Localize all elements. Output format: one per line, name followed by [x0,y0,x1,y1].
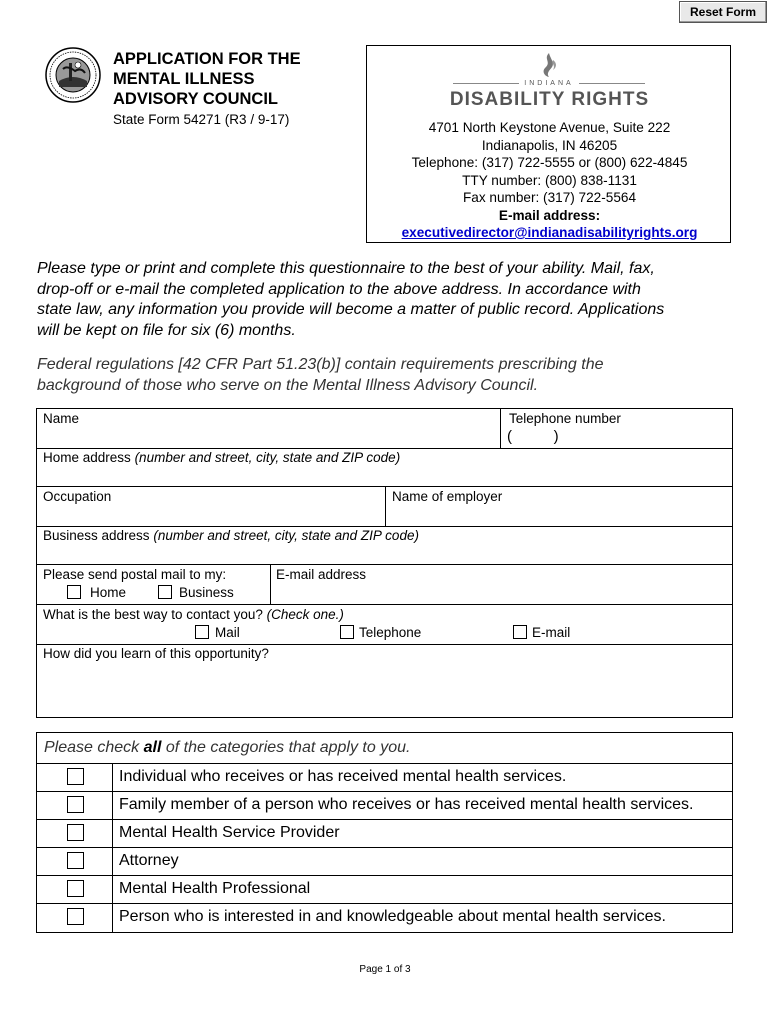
category-label-professional: Mental Health Professional [119,880,311,897]
reset-form-button[interactable]: Reset Form [679,1,767,23]
contact-question-label: What is the best way to contact you? [43,607,263,622]
form-title-line-3: ADVISORY COUNCIL [113,90,279,108]
business-address-label: Business address [43,528,150,543]
agency-telephone: Telephone: (317) 722-5555 or (800) 622-4845 [411,155,688,170]
email-checkbox-label: E-mail [532,625,571,640]
agency-address-line-2: Indianapolis, IN 46205 [481,137,618,153]
telephone-field[interactable]: Telephone number [509,411,621,426]
home-checkbox[interactable] [67,585,81,599]
home-address-label: Home address [43,450,131,465]
learn-of-opportunity-field[interactable]: How did you learn of this opportunity? [43,646,269,661]
category-checkbox-individual[interactable] [67,768,84,785]
telephone-checkbox-label: Telephone [359,625,422,640]
agency-tty: TTY number: (800) 838-1131 [462,172,637,188]
categories-heading-post: of the categories that apply to you. [161,739,411,756]
category-checkbox-interested-person[interactable] [67,908,84,925]
telephone-area-code: ( ) [507,428,559,445]
email-address-field[interactable]: E-mail address [276,567,367,582]
intro-line-3: state law, any information you provide will become a matter of public record. Applications [37,301,665,318]
category-label-attorney: Attorney [119,852,179,869]
name-field[interactable]: Name [43,411,80,426]
business-checkbox[interactable] [158,585,172,599]
federal-regulations-line-1: Federal regulations [42 CFR Part 51.23(b)] contain requirements prescribing the [37,356,604,373]
occupation-field[interactable]: Occupation [43,489,112,504]
form-title-line-1: APPLICATION FOR THE [113,50,301,68]
agency-email-label: E-mail address: [498,207,601,223]
category-checkbox-service-provider[interactable] [67,824,84,841]
category-label-family-member: Family member of a person who receives or has received mental health services. [119,796,694,813]
postal-mail-label: Please send postal mail to my: [43,567,227,582]
agency-email-link[interactable]: executivedirector@indianadisabilityrights.org [401,225,698,240]
intro-line-2: drop-off or e-mail the completed application to the above address. In accordance with [37,280,641,298]
home-address-hint: (number and street, city, state and ZIP code) [134,450,401,465]
home-checkbox-label: Home [90,585,127,600]
applicant-form [36,408,733,718]
mail-checkbox-label: Mail [215,625,240,640]
form-title-line-2: MENTAL ILLNESS [113,70,255,88]
logo-name: DISABILITY RIGHTS [449,89,650,110]
state-seal-icon [45,47,101,103]
intro-line-4: will be kept on file for six (6) months. [37,321,296,339]
agency-email-row [367,224,732,242]
page-number: Page 1 of 3 [359,964,411,975]
category-label-interested-person: Person who is interested in and knowledgeable about mental health services. [119,908,666,925]
agency-address-line-1: 4701 North Keystone Avenue, Suite 222 [428,120,671,135]
employer-field[interactable]: Name of employer [392,489,503,504]
categories-heading [44,739,410,757]
flame-logo-icon [539,52,559,78]
business-checkbox-label: Business [179,585,234,600]
logo-tagline [453,80,645,87]
intro-line-1: Please type or print and complete this questionnaire to the best of your ability. Mail, fax, [37,260,655,277]
category-checkbox-family-member[interactable] [67,796,84,813]
form-number: State Form 54271 (R3 / 9-17) [113,112,290,127]
category-checkbox-professional[interactable] [67,880,84,897]
category-label-individual: Individual who receives or has received mental health services. [119,768,567,785]
federal-regulations-line-2: background of those who serve on the Mental Illness Advisory Council. [37,376,539,394]
mail-checkbox[interactable] [195,625,209,639]
categories-table [36,732,733,933]
categories-heading-bold: all [143,739,162,756]
telephone-checkbox[interactable] [340,625,354,639]
business-address-field[interactable] [43,528,419,544]
home-address-field[interactable] [43,450,400,466]
email-checkbox[interactable] [513,625,527,639]
agency-contact-box [366,45,731,243]
contact-question-hint: (Check one.) [266,607,344,622]
categories-heading-pre: Please check [44,739,144,756]
agency-fax: Fax number: (317) 722-5564 [462,190,637,205]
category-label-service-provider: Mental Health Service Provider [119,824,340,841]
category-checkbox-attorney[interactable] [67,852,84,869]
business-address-hint: (number and street, city, state and ZIP code) [153,528,419,543]
contact-question [43,607,344,623]
logo-small-text: INDIANA [524,80,574,87]
